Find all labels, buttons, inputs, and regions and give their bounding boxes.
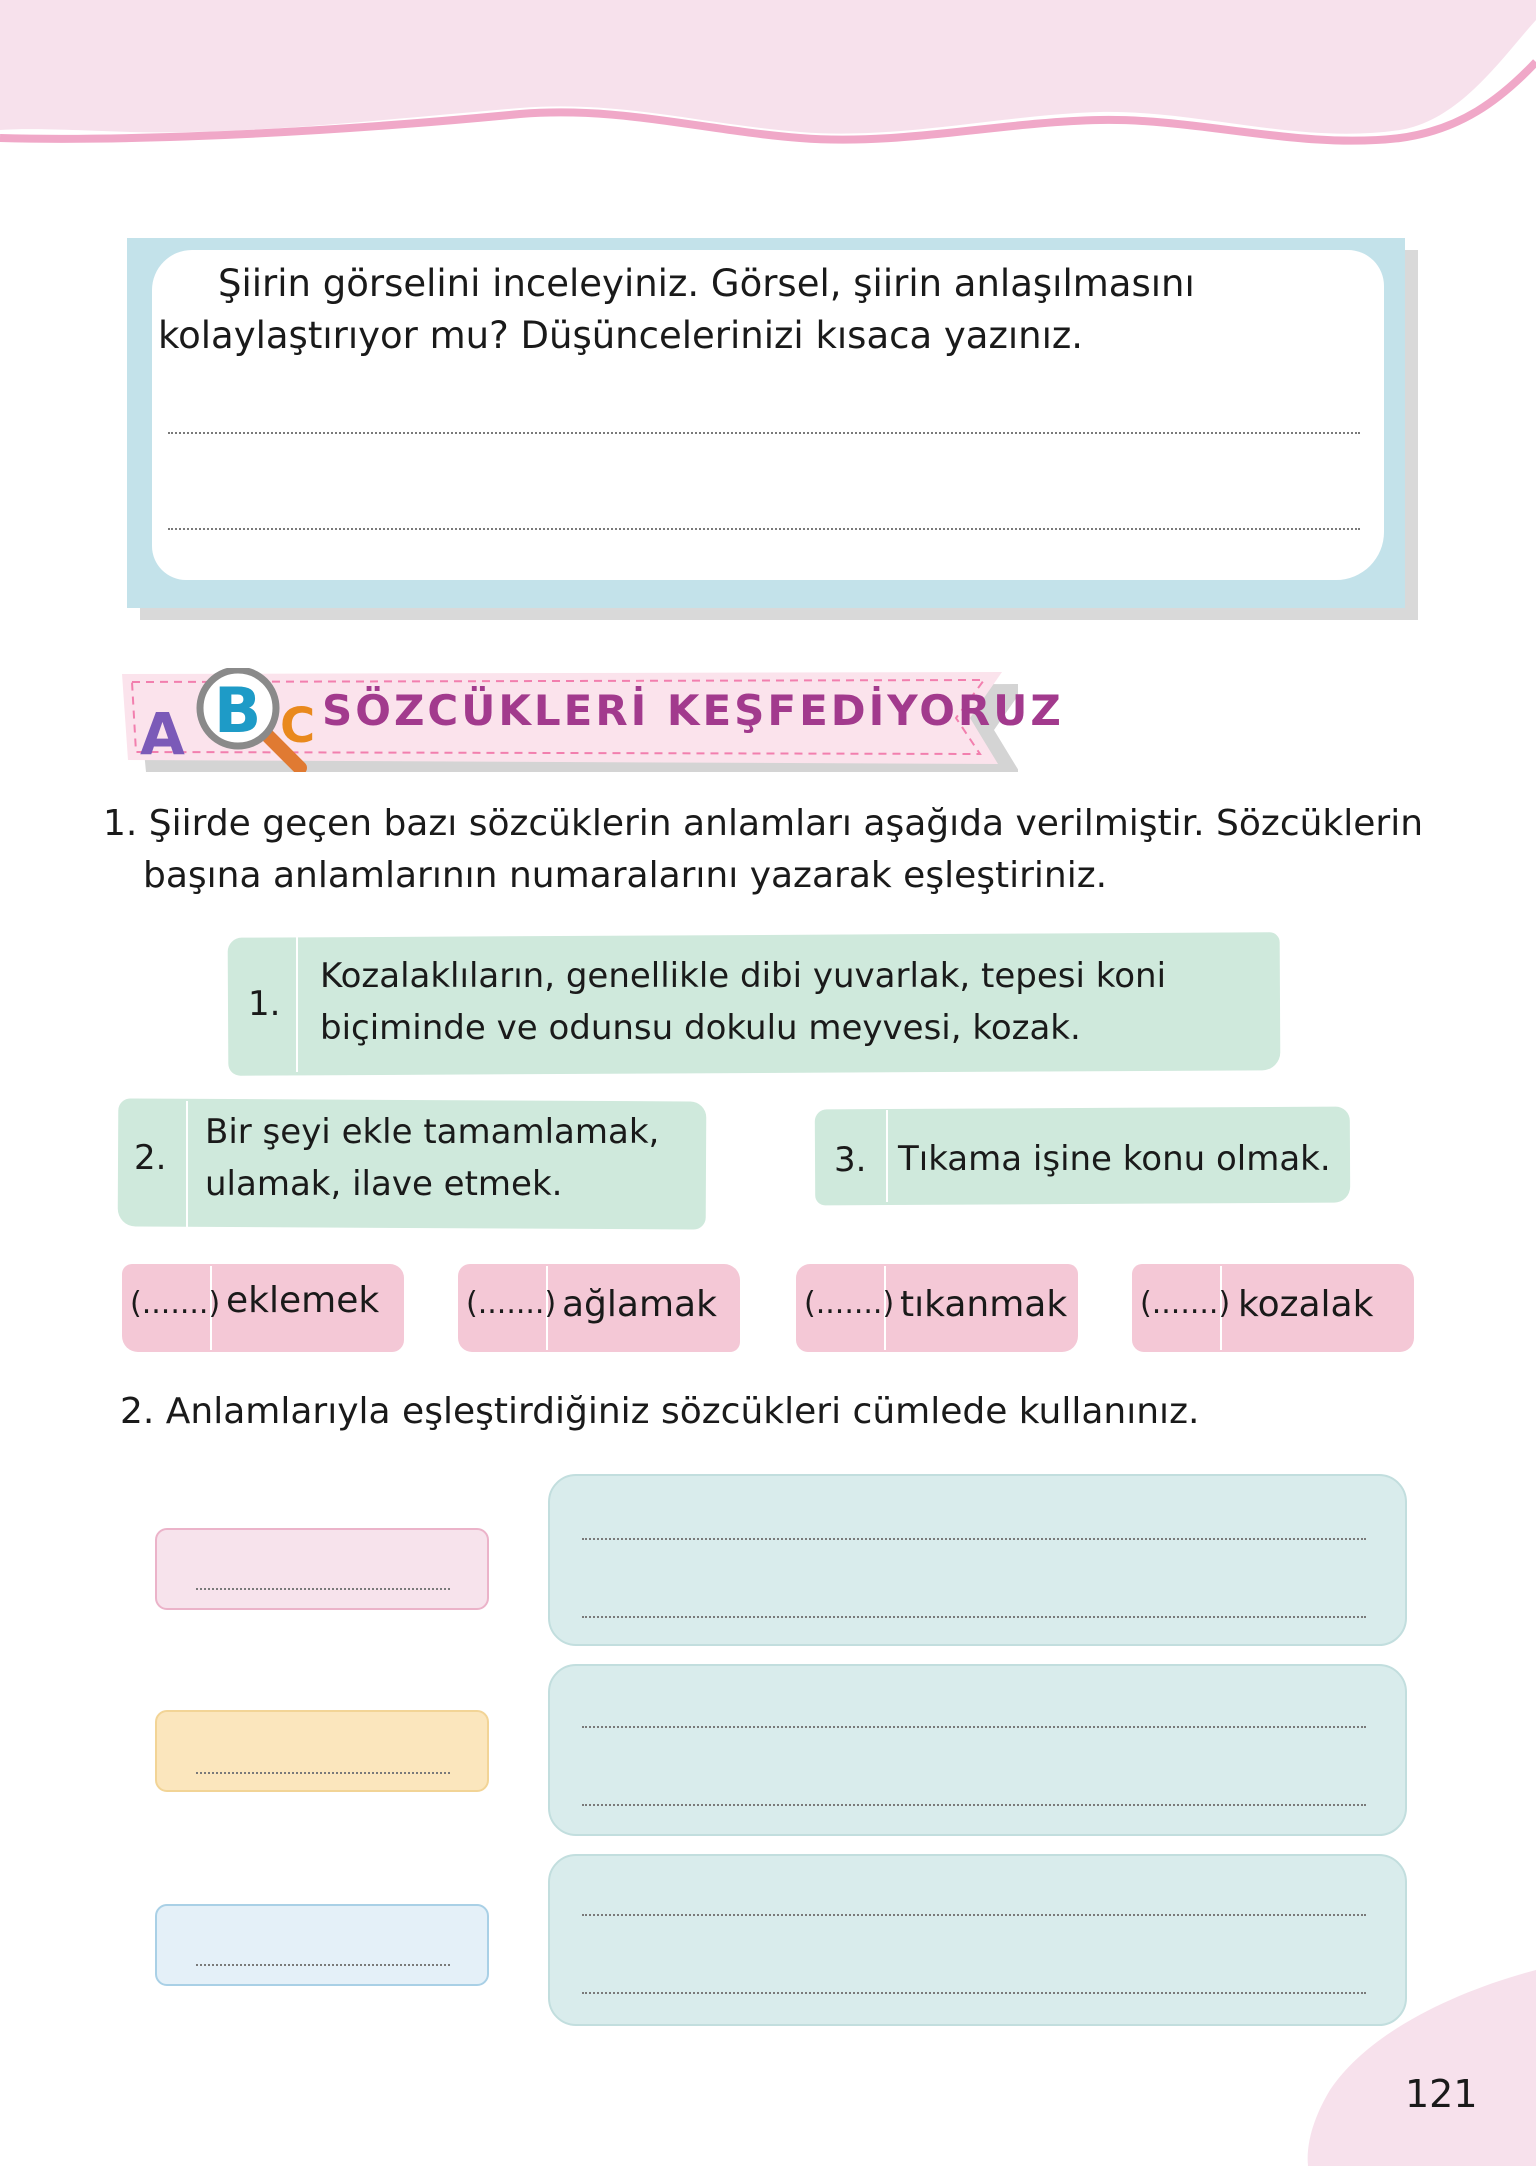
word-blank-4[interactable]: (.......) <box>1140 1286 1231 1321</box>
word-4: kozalak <box>1238 1284 1374 1325</box>
word-box-pink <box>155 1528 489 1610</box>
question-2-text: 2. Anlamlarıyla eşleştirdiğiniz sözcükleri cümlede kullanınız. <box>120 1391 1200 1432</box>
card-divider <box>186 1101 188 1227</box>
sentence-line-1b[interactable] <box>582 1616 1366 1618</box>
card-divider <box>886 1110 888 1202</box>
definition-2-text: Bir şeyi ekle tamamlamak, ulamak, ilave etmek. <box>205 1112 660 1204</box>
definition-1-text: Kozalaklıların, genellikle dibi yuvarlak, tepesi koni biçiminde ve odunsu dokulu meyvesi, kozak. <box>320 956 1167 1048</box>
answer-line-1[interactable] <box>168 432 1360 434</box>
sentence-box-2 <box>548 1664 1407 1836</box>
answer-line-2[interactable] <box>168 528 1360 530</box>
definition-3-number: 3. <box>834 1140 867 1180</box>
svg-text:B: B <box>214 674 262 747</box>
definition-2-number: 2. <box>134 1138 167 1178</box>
word-3: tıkanmak <box>900 1284 1068 1325</box>
word-line-3[interactable] <box>196 1964 450 1966</box>
sentence-line-3b[interactable] <box>582 1992 1366 1994</box>
svg-text:C: C <box>280 698 316 754</box>
svg-text:A: A <box>140 700 185 768</box>
section-title: SÖZCÜKLERİ KEŞFEDİYORUZ <box>322 686 1064 735</box>
corner-decoration <box>1290 1970 1536 2166</box>
word-line-2[interactable] <box>196 1772 450 1774</box>
definition-1-number: 1. <box>248 984 281 1024</box>
reflection-question: Şiirin görselini inceleyiniz. Görsel, şiirin anlaşılmasını kolaylaştırıyor mu? Düşüncelerinizi kısaca yazınız. <box>158 262 1195 357</box>
word-box-yellow <box>155 1710 489 1792</box>
word-blank-1[interactable]: (.......) <box>130 1286 221 1321</box>
sentence-line-1a[interactable] <box>582 1538 1366 1540</box>
card-divider <box>296 936 298 1072</box>
sentence-line-2a[interactable] <box>582 1726 1366 1728</box>
page-number: 121 <box>1405 2072 1478 2116</box>
word-line-1[interactable] <box>196 1588 450 1590</box>
definition-3-text: Tıkama işine konu olmak. <box>898 1139 1331 1179</box>
word-blank-2[interactable]: (.......) <box>466 1286 557 1321</box>
word-1: eklemek <box>226 1280 380 1321</box>
top-wave-decoration <box>0 0 1536 160</box>
word-box-blue <box>155 1904 489 1986</box>
sentence-line-2b[interactable] <box>582 1804 1366 1806</box>
sentence-line-3a[interactable] <box>582 1914 1366 1916</box>
question-1-text: 1. Şiirde geçen bazı sözcüklerin anlamları aşağıda verilmiştir. Sözcüklerin başına anlamlarının numaralarını yazarak eşleştiriniz. <box>103 803 1424 896</box>
sentence-box-3 <box>548 1854 1407 2026</box>
word-2: ağlamak <box>562 1284 717 1325</box>
word-blank-3[interactable]: (.......) <box>804 1286 895 1321</box>
sentence-box-1 <box>548 1474 1407 1646</box>
